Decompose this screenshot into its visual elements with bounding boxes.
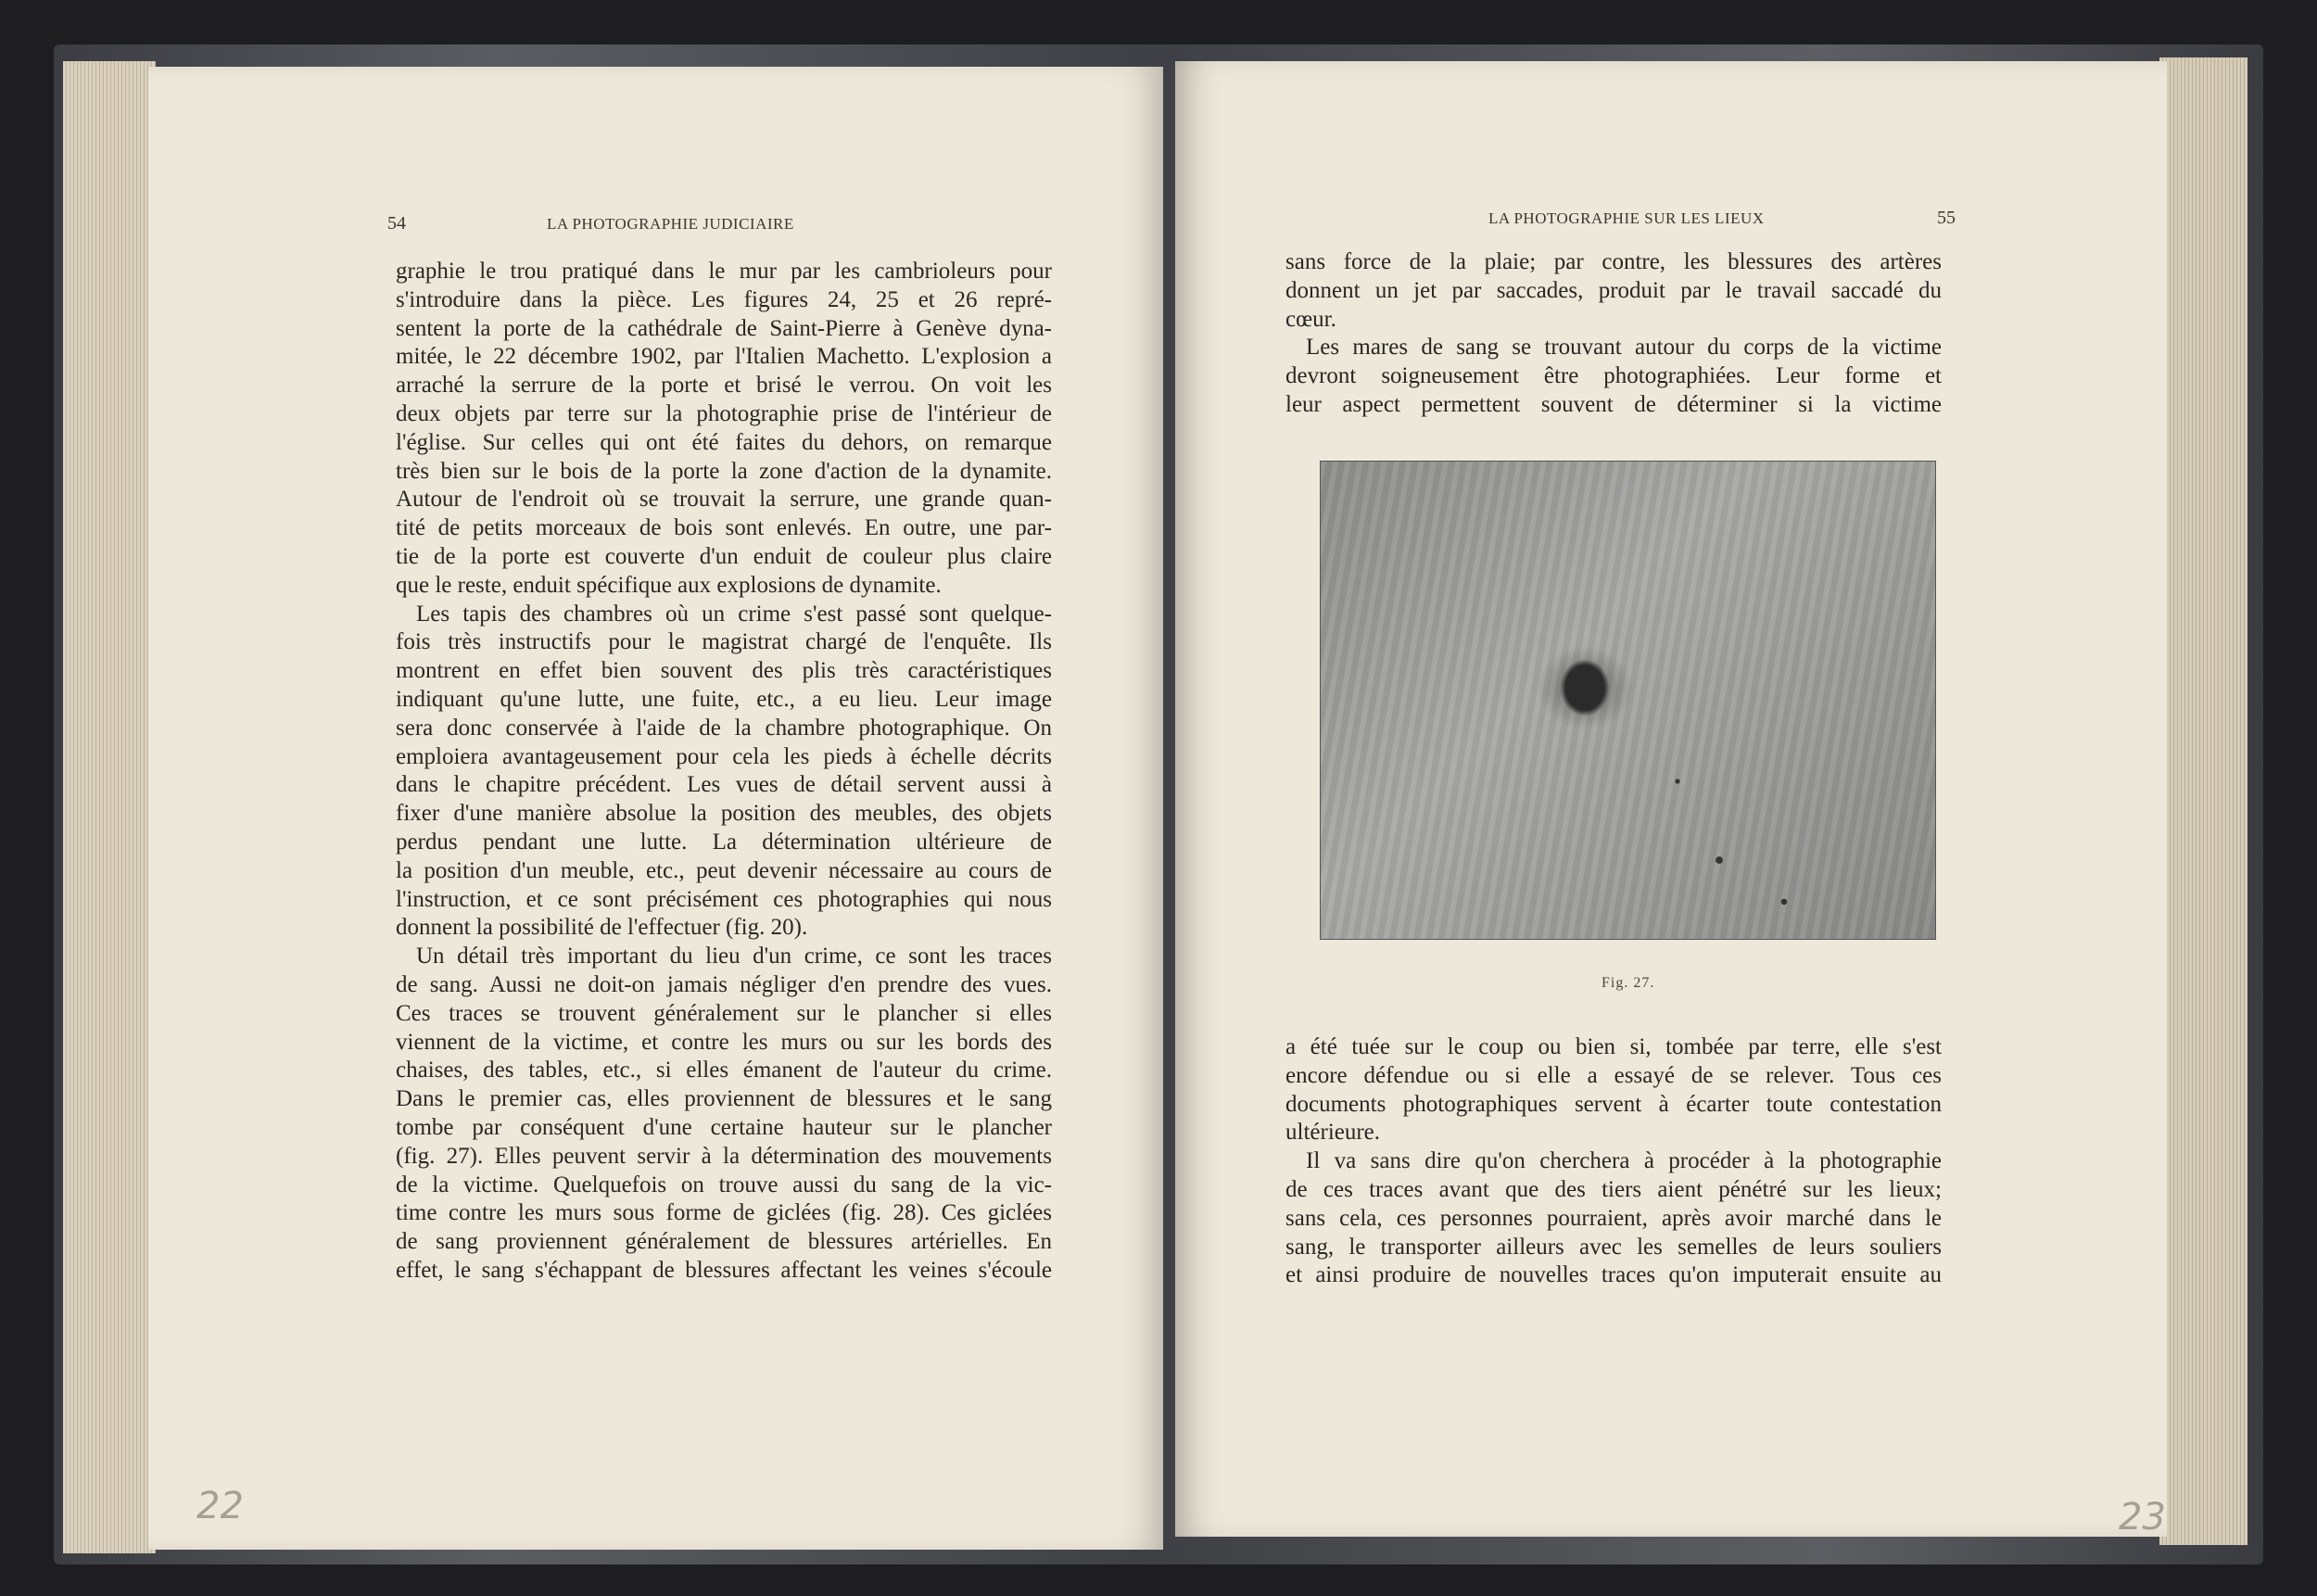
text-line: cœur.: [1285, 306, 1336, 332]
text-line: donnent la possibilité de l'effectuer (fig. 20).: [396, 915, 808, 941]
text-line: sans force de la plaie; par contre, les blessures des artères: [1285, 249, 1942, 274]
page-number: 54: [387, 213, 406, 234]
running-head: LA PHOTOGRAPHIE SUR LES LIEUX: [1488, 209, 1765, 227]
page-edges-left: [63, 61, 156, 1553]
text-line: Dans le premier cas, elles proviennent de blessures et le sang: [396, 1086, 1052, 1112]
pencil-note: 23: [2119, 1496, 2166, 1539]
text-column: [396, 258, 1052, 1286]
text-line: montrent en effet bien souvent des plis très caractéristiques: [396, 658, 1052, 684]
text-line: Il va sans dire qu'on cherchera à procéder à la photographie: [1306, 1148, 1942, 1174]
text-column-top: [1285, 248, 1942, 420]
text-line: Un détail très important du lieu d'un crime, ce sont les traces: [416, 944, 1052, 969]
text-line: perdus pendant une lutte. La détermination ultérieure de: [396, 829, 1052, 855]
text-line: devront soigneusement être photographiées. Leur forme et: [1285, 363, 1942, 389]
text-line: Autour de l'endroit où se trouvait la serrure, une grande quan-: [396, 487, 1052, 513]
text-line: que le reste, enduit spécifique aux explosions de dynamite.: [396, 572, 942, 598]
text-line: sentent la porte de la cathédrale de Saint-Pierre à Genève dyna-: [396, 315, 1052, 341]
text-column-bottom: [1285, 1033, 1942, 1290]
text-line: documents photographiques servent à écarter toute contestation: [1285, 1091, 1942, 1117]
running-head: LA PHOTOGRAPHIE JUDICIAIRE: [547, 215, 794, 233]
text-line: donnent un jet par saccades, produit par le travail saccadé du: [1285, 277, 1942, 303]
text-line: time contre les murs sous forme de giclées (fig. 28). Ces giclées: [396, 1200, 1052, 1226]
text-line: a été tuée sur le coup ou bien si, tombée par terre, elle s'est: [1285, 1034, 1942, 1059]
text-line: tombe par conséquent d'une certaine hauteur sur le plancher: [396, 1114, 1052, 1140]
text-line: sang, le transporter ailleurs avec les semelles de leurs souliers: [1285, 1234, 1942, 1260]
right-page: [1175, 61, 2167, 1537]
text-line: leur aspect permettent souvent de déterminer si la victime: [1285, 391, 1942, 417]
text-line: fixer d'une manière absolue la position des meubles, des objets: [396, 801, 1052, 827]
text-line: (fig. 27). Elles peuvent servir à la détermination des mouvements: [396, 1143, 1052, 1169]
page-number: 55: [1937, 208, 1956, 228]
text-line: arraché la serrure de la porte et brisé le verrou. On voit les: [396, 373, 1052, 399]
left-page: [148, 67, 1163, 1550]
text-line: indiquant qu'une lutte, une fuite, etc., a eu lieu. Leur image: [396, 686, 1052, 712]
text-line: dans le chapitre précédent. Les vues de détail servent aussi à: [396, 772, 1052, 798]
text-line: Ces traces se trouvent généralement sur le plancher si elles: [396, 1000, 1052, 1026]
figure-caption: Fig. 27.: [1602, 975, 1655, 991]
text-line: chaises, des tables, etc., si elles émanent de l'auteur du crime.: [396, 1058, 1052, 1083]
text-line: ultérieure.: [1285, 1120, 1381, 1146]
text-line: la position d'un meuble, etc., peut devenir nécessaire au cours de: [396, 857, 1052, 883]
text-line: de la victime. Quelquefois on trouve aussi du sang de la vic-: [396, 1172, 1052, 1197]
text-line: effet, le sang s'échappant de blessures affectant les veines s'écoule: [396, 1257, 1052, 1283]
text-line: l'église. Sur celles qui ont été faites du dehors, on remarque: [396, 429, 1052, 455]
text-line: de ces traces avant que des tiers aient pénétré sur les lieux;: [1285, 1176, 1942, 1202]
text-line: graphie le trou pratiqué dans le mur par les cambrioleurs pour: [396, 259, 1052, 284]
text-line: de sang proviennent généralement de blessures artérielles. En: [396, 1229, 1052, 1255]
text-line: sans cela, ces personnes pourraient, après avoir marché dans le: [1285, 1205, 1942, 1231]
text-line: l'instruction, et ce sont précisément ces photographies qui nous: [396, 886, 1052, 912]
text-line: viennent de la victime, et contre les murs ou sur les bords des: [396, 1029, 1052, 1055]
pencil-note: 22: [196, 1485, 244, 1527]
text-line: Les mares de sang se trouvant autour du corps de la victime: [1306, 335, 1942, 361]
text-line: fois très instructifs pour le magistrat chargé de l'enquête. Ils: [396, 629, 1052, 655]
text-line: s'introduire dans la pièce. Les figures 24, 25 et 26 repré-: [396, 286, 1052, 312]
text-line: sera donc conservée à l'aide de la chambre photographique. On: [396, 715, 1052, 741]
text-line: Les tapis des chambres où un crime s'est passé sont quelque-: [416, 601, 1052, 627]
text-line: mitée, le 22 décembre 1902, par l'Italien Machetto. L'explosion a: [396, 344, 1052, 370]
figure-blood-stain-photo: [1320, 461, 1936, 940]
text-line: emploiera avantageusement pour cela les pieds à échelle décrits: [396, 743, 1052, 769]
text-line: et ainsi produire de nouvelles traces qu'on imputerait ensuite au: [1285, 1262, 1942, 1288]
text-line: tité de petits morceaux de bois sont enlevés. En outre, une par-: [396, 515, 1052, 541]
text-line: très bien sur le bois de la porte la zone d'action de la dynamite.: [396, 458, 1052, 484]
text-line: deux objets par terre sur la photographie prise de l'intérieur de: [396, 400, 1052, 426]
text-line: encore défendue ou si elle a essayé de se relever. Tous ces: [1285, 1062, 1942, 1088]
page-edges-right: [2159, 57, 2247, 1545]
text-line: de sang. Aussi ne doit-on jamais négliger d'en prendre des vues.: [396, 971, 1052, 997]
text-line: tie de la porte est couverte d'un enduit de couleur plus claire: [396, 543, 1052, 569]
